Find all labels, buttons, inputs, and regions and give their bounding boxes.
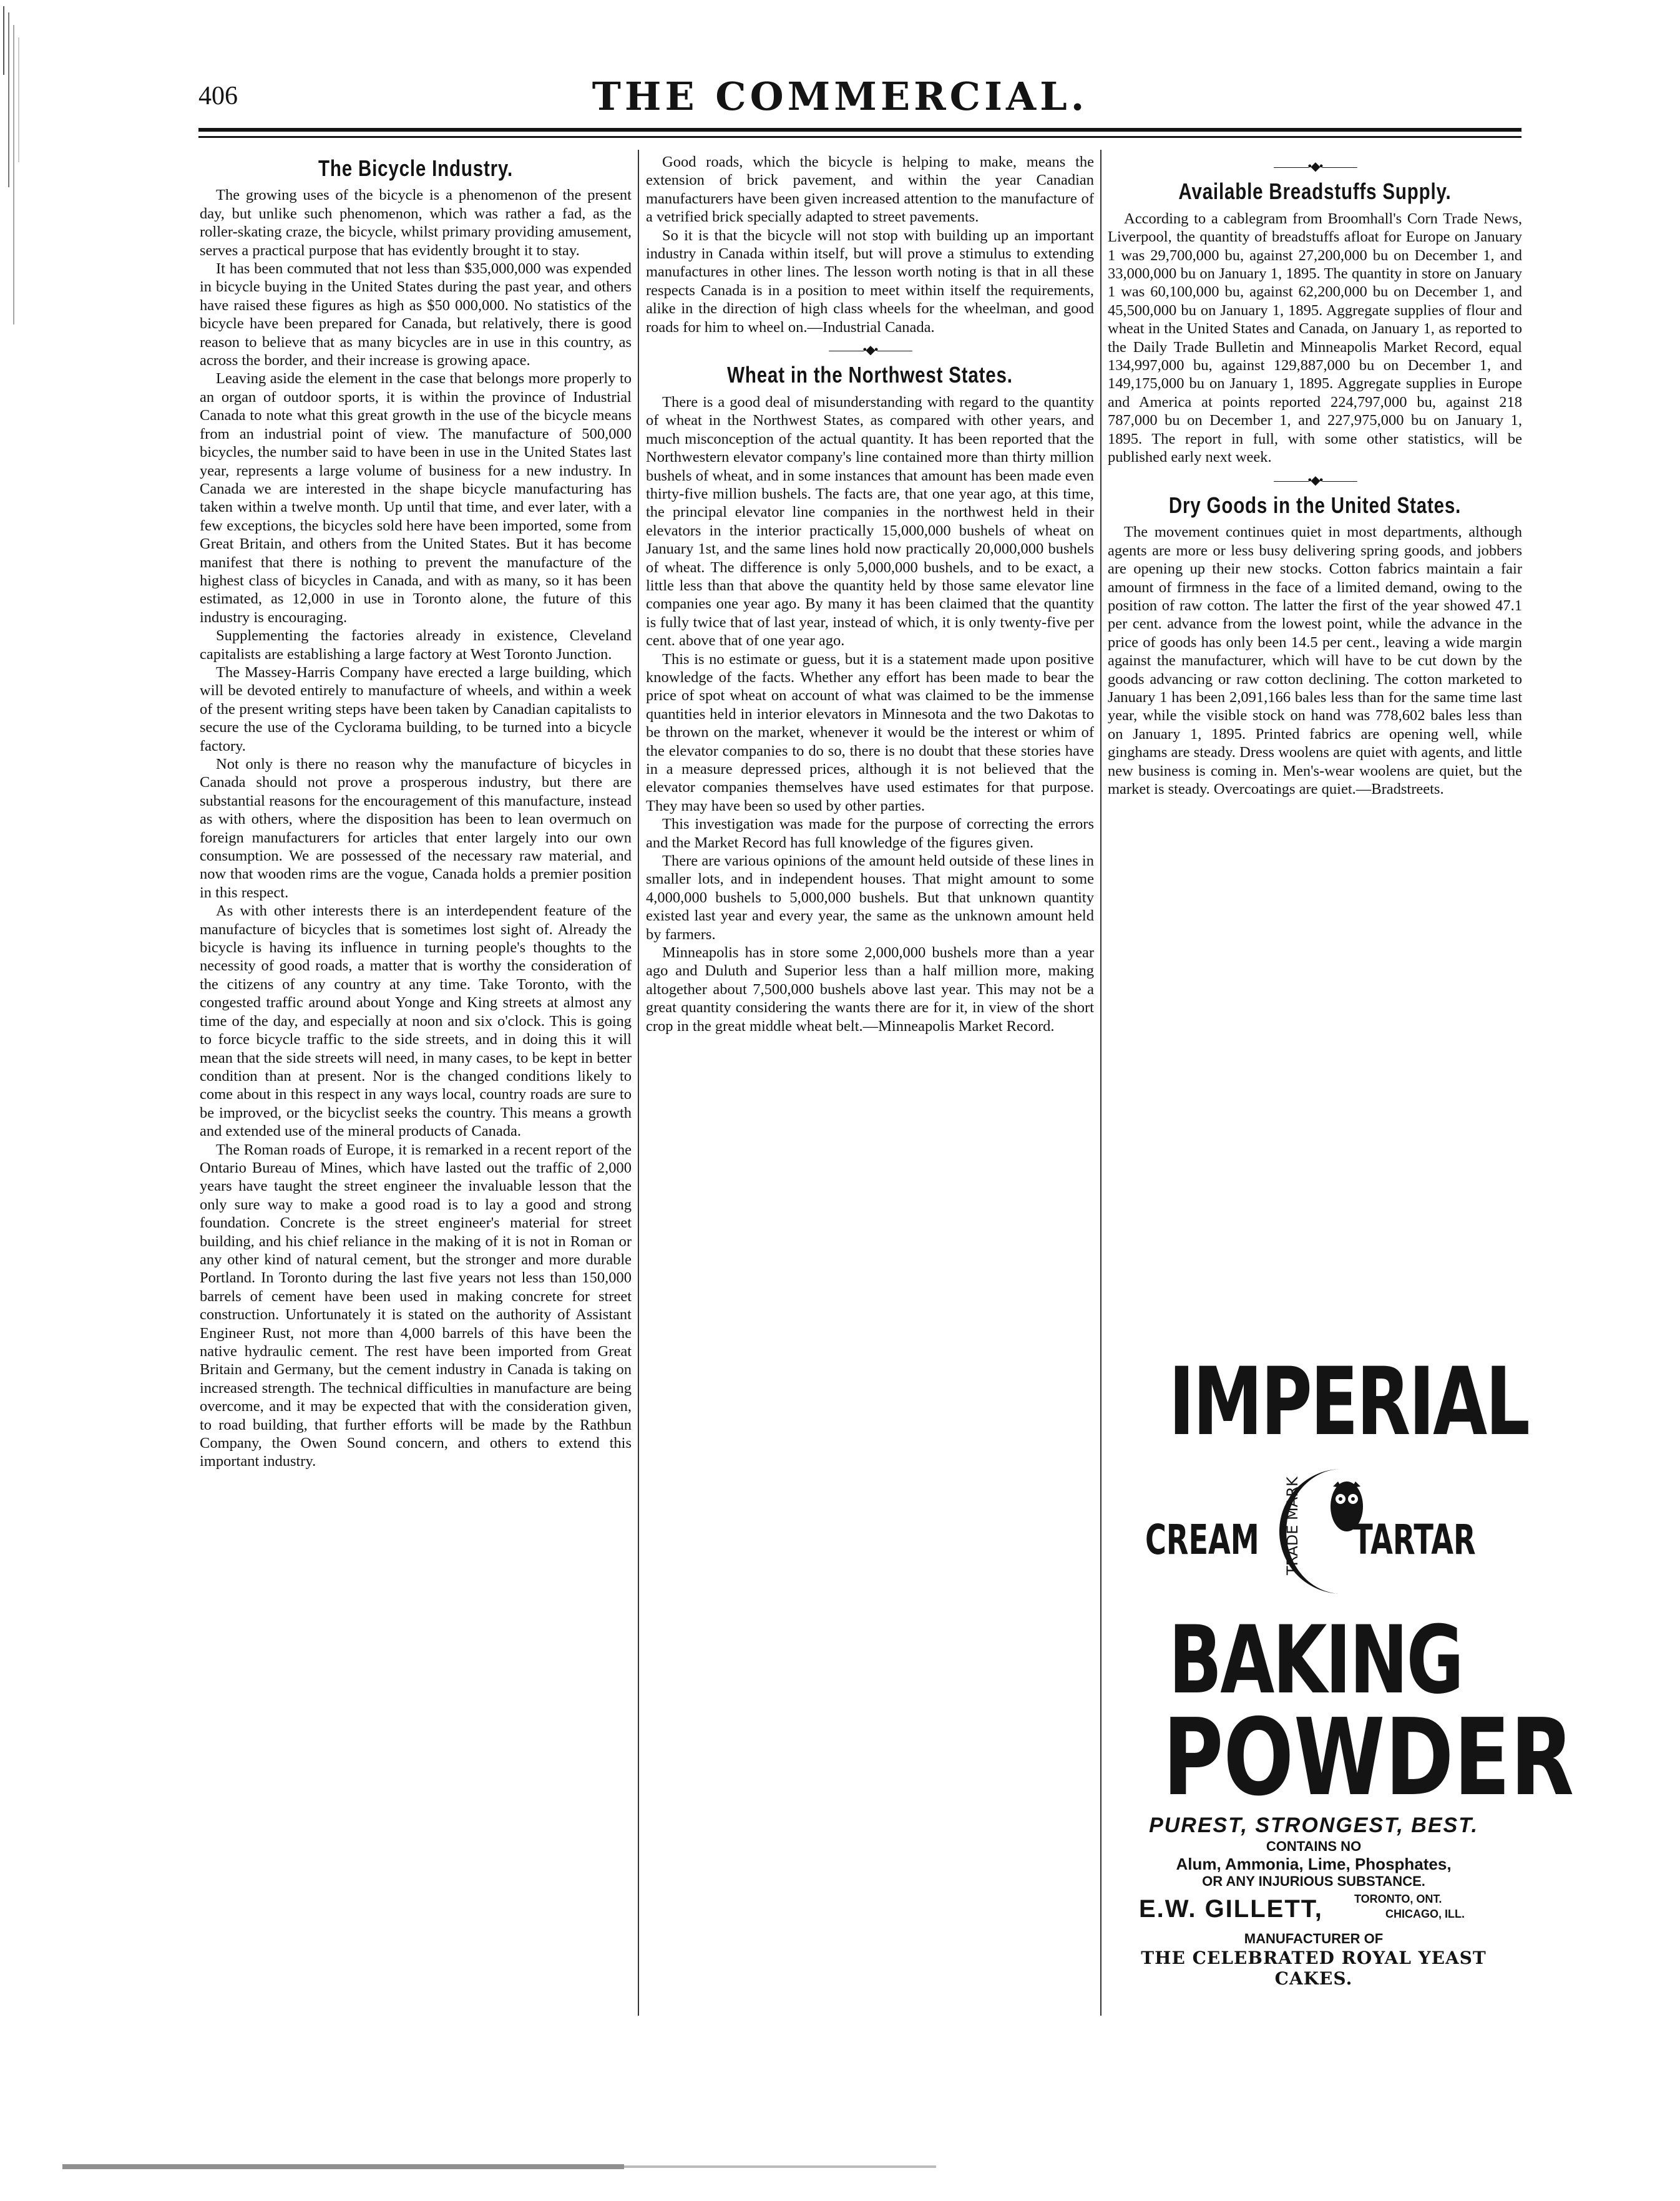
ad-powder-label: POWDER (1163, 1696, 1575, 1820)
section-separator: ———•◆•——— (829, 343, 911, 358)
ad-cream-label: CREAM (1145, 1516, 1259, 1564)
page-number: 406 (198, 82, 238, 110)
article-paragraph: This is no estimate or guess, but it is a statement made upon positive knowledge of the facts. Whether any effort has been made to bear the price of spot wheat on account of what was claimed to be the immense quantities held in interior elevators in Minnesota and the two Dakotas to be thrown on the market, whenever it would be the interest or whim of the elevator companies to do so, there is no doubt that these stories have in a measure depressed prices, although it is not believed that the elevator companies themselves have used estimates for that purpose. They may have been so used by other parties. (646, 650, 1094, 814)
article-paragraph: The Roman roads of Europe, it is remarked in a recent report of the Ontario Bureau of Mines, which have lasted out the traffic of 2,000 years have taught the street engineer the invaluable lesson that the only sure way to make a good road is to lay a good and strong foundation. Concrete is the street engineer's material for street building, and his chief reliance in the making of it is not in Roman or any other kind of natural cement, but the stronger and more durable Portland. In Toronto during the last five years not less than 150,000 barrels of cement have been used in making concrete for street construction. Unfortunately it is stated on the authority of Assistant Engineer Rust, not more than 4,000 barrels of this have been the native hydraulic cement. The rest have been imported from Great Britain and Germany, but the cement industry in Canada is taking on increased strength. The technical difficulties in manufacture are being overcome, and it may be expected that with the consideration given, to road building, that further efforts will be made by the Rathbun Company, the Owen Sound concern, and others to extend this important industry. (200, 1141, 632, 1470)
ad-manufacturer-of: MANUFACTURER OF (1244, 1931, 1384, 1946)
article-paragraph: According to a cablegram from Broomhall's Corn Trade News, Liverpool, the quantity of breadstuffs afloat for Europe on January 1 was 29,700,000 bu, against 27,200,000 bu on December 1, and 33,000,000 bu on January 1, 1895. The quantity in store on January 1 was 60,100,000 bu, against 62,200,000 bu on December 1, and 45,500,000 bu on January 1, 1895. Aggregate supplies of flour and wheat in the United States and Canada, on January 1, as reported to the Daily Trade Bulletin and Minneapolis Market Record, equal 134,997,000 bu, against 129,887,000 bu on December 1, and 149,175,000 bu on January 1, 1895. Aggregate supplies in Europe and America at points reported 224,797,000 bu, against 218 787,000 bu on December 1, and 227,975,000 bu on January 1, 1895. The report in full, with some other statistics, will be published early next week. (1108, 210, 1522, 466)
header-rule-thick (198, 128, 1521, 132)
article-title: The Bicycle Industry. (318, 155, 513, 181)
masthead: THE COMMERCIAL. (592, 74, 1088, 119)
article-paragraph: This investigation was made for the purpose of correcting the errors and the Market Record has full knowledge of the figures given. (646, 816, 1094, 851)
ad-ingredients: Alum, Ammonia, Lime, Phosphates, (1176, 1855, 1452, 1873)
ad-contains: CONTAINS NO (1266, 1838, 1362, 1854)
ad-maker-name: E.W. GILLETT, (1139, 1895, 1323, 1923)
article-paragraph: Minneapolis has in store some 2,000,000 bushels more than a year ago and Duluth and Superior less than a half million more, making altogether about 7,500,000 bushels above last year. This may not be a great quantity considering the wants there are for it, in view of the short crop in the great middle wheat belt.—Minneapolis Market Record. (646, 944, 1094, 1035)
article-paragraph: Good roads, which the bicycle is helping to make, means the extension of brick pavement, and within the year Canadian manufacturers have been given increased attention to the manufacture of a vetrified brick specially adapted to street pavements. (646, 154, 1094, 226)
ad-city-toronto: TORONTO, ONT. (1354, 1893, 1442, 1905)
baking-powder-advertisement (1120, 1323, 1575, 2034)
article-title: Available Breadstuffs Supply. (1178, 178, 1452, 205)
article-title: Dry Goods in the United States. (1168, 492, 1462, 518)
column-divider (1100, 150, 1101, 2016)
header-rule-thin (198, 136, 1521, 138)
column-divider (638, 150, 639, 2016)
article-paragraph: The Massey-Harris Company have erected a large building, which will be devoted entirely to manufacture of wheels, and within a week of the present writing steps have been taken by Canadian capitalists to secure the use of the Cyclorama building, to be turned into a bicycle factory. (200, 663, 632, 754)
scan-bottom-smudge (62, 2159, 936, 2174)
article-title: Wheat in the Northwest States. (727, 362, 1013, 388)
ad-tagline: PUREST, STRONGEST, BEST. (1149, 1813, 1478, 1837)
article-paragraph: So it is that the bicycle will not stop with building up an important industry in Canada within itself, but will prove a stimulus to extending manufactures in other lines. The lesson worth noting is that in all these respects Canada is in a position to meet within itself the requirements, alike in the direction of high class wheels for the wheelman, and good roads for him to wheel on.—Industrial Canada. (646, 227, 1094, 336)
article-paragraph: There are various opinions of the amount held outside of these lines in smaller lots, and in independent houses. That might amount to some 4,000,000 bushels to 5,000,000 bushels. But that unknown quantity existed last year and every year, the same as the unknown amount held by farmers. (646, 852, 1094, 943)
ad-yeast-cakes: THE CELEBRATED ROYAL YEAST CAKES. (1141, 1948, 1487, 1989)
article-paragraph: As with other interests there is an interdependent feature of the manufacture of bicycles that is sometimes lost sight of. Already the bicycle is having its influence in turning people's thoughts to the necessity of good roads, a matter that is worthy the consideration of the citizens of any country at any time. Take Toronto, with the congested traffic around about Yonge and King streets at almost any time of the day, and especially at noon and six o'clock. This is going to force bicycle traffic to the side streets, and in doing this it will mean that the side streets will need, in many cases, to be kept in better condition than at present. Nor is the changed conditions likely to come about in this respect in any ways local, country roads are sure to be improved, or the bicyclist seeks the country. This means a growth and extended use of the mineral products of Canada. (200, 902, 632, 1140)
article-paragraph: It has been commuted that not less than $35,000,000 was expended in bicycle buying in the United States during the past year, and others have raised these figures as high as $50 000,000. No statistics of the bicycle have been prepared for Canada, but relatively, there is good reason to believe that as many bicycles are in use in this country, as across the border, and their increase is growing apace. (200, 260, 632, 369)
article-paragraph: Supplementing the factories already in existence, Cleveland capitalists are establishing a large factory at West Toronto Junction. (200, 627, 632, 663)
column-3 (1108, 153, 1522, 798)
ad-trademark-label: TRADE MARK (1284, 1476, 1301, 1575)
article-paragraph: The movement continues quiet in most departments, although agents are more or less busy delivering spring goods, and jobbers are opening up their new stocks. Cotton fabrics maintain a fair amount of firmness in the face of a limited demand, owing to the position of raw cotton. The latter the first of the year showed 47.1 per cent. advance from the lowest point, while the advance in the price of goods has only been 14.5 per cent., leaving a wide margin against the manufacturer, which will have to be cut down by the goods advancing or raw cotton declining. The cotton marketed to January 1 has been 2,091,166 bales less than for the same time last year, while the visible stock on hand was 778,602 bales less than on January 1, 1895. Printed fabrics are opening well, while ginghams are steady. Dress woolens are quiet with agents, and little new business is coming in. Men's-wear woolens are quiet, but the market is steady. Overcoatings are quiet.—Bradstreets. (1108, 524, 1522, 798)
article-paragraph: There is a good deal of misunderstanding with regard to the quantity of wheat in the Northwest States, as compared with other years, and much misconception of the actual quantity. It has been reported that the Northwestern elevator company's line contained more than thirty million bushels of wheat, and in some instances that amount has been made even thirty-five million bushels. The facts are, that one year ago, at this time, the principal elevator line companies in the northwest held in their elevators in the interior practically 15,000,000 bushels of wheat on January 1st, and the same lines hold now practically 20,000,000 bushels of wheat. The difference is only 5,000,000 bushels, and to be exact, a little less than that above the quantity held by those same elevator line companies one year ago. By many it has been claimed that the quantity is fully twice that of last year, instead of which, it is only twenty-five per cent. above that of one year ago. (646, 393, 1094, 650)
ad-baking-label: BAKING (1168, 1606, 1462, 1715)
article-paragraph: Leaving aside the element in the case that belongs more properly to an organ of outdoor sports, it is within the province of Industrial Canada to note what this great growth in the use of the bicycle means from an industrial point of view. The manufacture of 500,000 bicycles, the number said to have been in use in the United States last year, represents a large volume of business for a new industry. In Canada we are interested in the shape bicycle manufacturing has taken within a twelve month. Up until that time, and ever later, with a few exceptions, the bicycles sold here have been imported, some from Great Britain, and others from the United States. But it has become manifest that there is nothing to prevent the manufacture of the highest class of bicycles in Canada, and with as many, so it has been estimated, as 12,000 in use in Toronto alone, the future of this industry is encouraging. (200, 370, 632, 626)
article-paragraph: Not only is there no reason why the manufacture of bicycles in Canada should not prove a prosperous industry, but there are substantial reasons for the encouragement of this manufacture, instead as with others, where the disposition has been to lean overmuch on foreign manufacturers for articles that enter largely into our own consumption. We are possessed of the necessary raw material, and now that wooden rims are the vogue, Canada holds a premier position in this respect. (200, 756, 632, 901)
article-paragraph: The growing uses of the bicycle is a phenomenon of the present day, but unlike such phenomenon, which was rather a fad, as the roller-skating craze, the bicycle, whilst primary providing amusement, serves a practical purpose that has evidently brought it to stay. (200, 187, 632, 259)
ad-tartar-label: TARTAR (1353, 1516, 1476, 1564)
section-separator: ———•◆•——— (1274, 160, 1356, 173)
column-1 (200, 153, 632, 1471)
ad-emblem-row (1120, 1457, 1507, 1613)
scan-edge-marks (0, 0, 25, 374)
column-2 (646, 153, 1094, 1035)
ad-city-chicago: CHICAGO, ILL. (1385, 1908, 1465, 1920)
section-separator: ———•◆•——— (1274, 473, 1356, 487)
ad-maker-row (1120, 1893, 1507, 1930)
ad-injurious: OR ANY INJURIOUS SUBSTANCE. (1202, 1873, 1425, 1889)
ad-brand-name: IMPERIAL (1168, 1348, 1528, 1457)
